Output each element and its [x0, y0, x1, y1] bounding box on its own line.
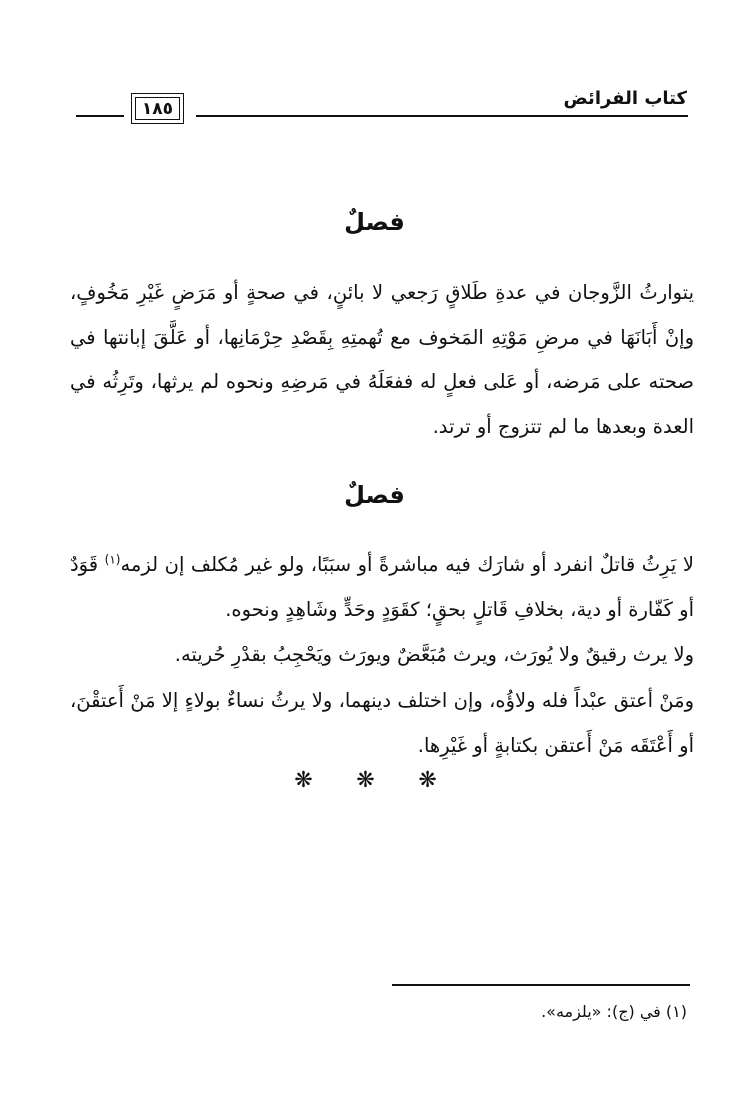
paragraph: ولا يرث رقيقٌ ولا يُورَث، ويرث مُبَعَّضٌ ويورَث ويَحْجِبُ بقدْرِ حُريته.	[174, 643, 694, 666]
running-header-title: كتاب الفرائض	[563, 88, 687, 109]
paragraph: ومَنْ أعتق عبْداً فله ولاؤُه، وإن اختلف دينهما، ولا يرثُ نساءٌ بولاءٍ إلا مَنْ أَعتقْنَ، أو أَعْتَقَه مَنْ أَعتقن بكتابةٍ أو غَيْرِها.	[70, 689, 694, 757]
paragraph: يتوارثُ الزَّوجان في عدةِ طَلاقٍ رَجعي لا بائنٍ، في صحةٍ أو مَرَضٍ غَيْرِ مَخُوفٍ، وإنْ أَبَانَهَا في مرضِ مَوْتِهِ المَخوف مع تُهمتِهِ بِقَصْدِ حِرْمَانِها، أو عَلَّقَ إبانتها في صحته على مَرضه، أو عَلى فعلٍ له ففعَلَهُ في مَرضِهِ ونحوه لم يرثها، وتَرِثُه في العدة وبعدها ما لم تتزوج أو ترتد.	[70, 281, 694, 438]
footnote-rule	[392, 984, 690, 986]
footnote: (١) في (ج): «يلزمه».	[541, 1002, 687, 1021]
page-number-box	[131, 93, 184, 124]
paragraph	[70, 543, 694, 632]
section-separator-ornament: ❋ ❋ ❋	[294, 768, 455, 793]
header-rule-short	[76, 115, 124, 117]
paragraph-text-continued: قَوَدٌ أو كَفّارة أو دية، بخلافِ قَاتلٍ بحقٍ؛ كقَوَدٍ وحَدٍّ وشَاهِدٍ ونحوه.	[70, 553, 694, 621]
header-rule	[196, 115, 688, 117]
paragraph-text: لا يَرِثُ قاتلٌ انفرد أو شارَك فيه مباشرةً أو سبَبًا، ولو غير مُكلف إن لزمه	[120, 553, 695, 576]
page-number: ١٨٥	[141, 98, 174, 119]
section-heading: فصلٌ	[344, 481, 405, 509]
section-heading: فصلٌ	[344, 208, 405, 236]
footnote-reference[interactable]: (١)	[104, 552, 121, 567]
